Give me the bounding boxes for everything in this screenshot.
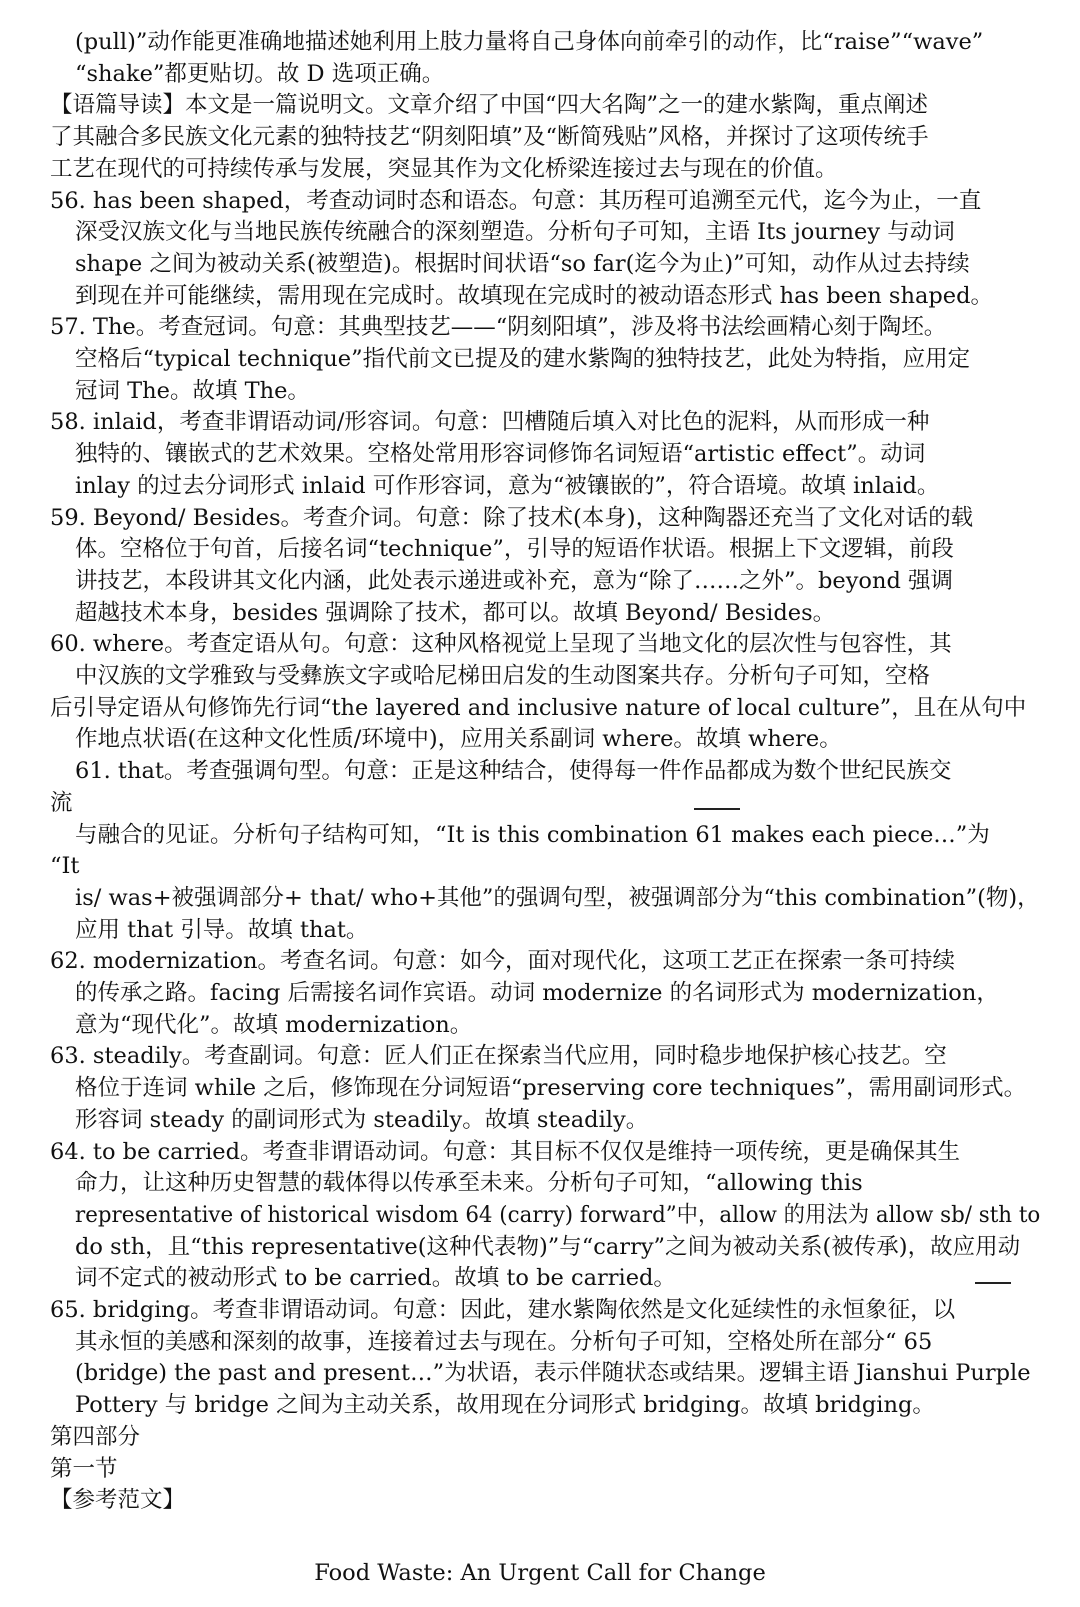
text-line: 56. has been shaped，考查动词时态和语态。句意：其历程可追溯至元代，迄今为止，一直 xyxy=(50,187,982,214)
text-line: 65. bridging。考查非谓语动词。句意：因此，建水紫陶依然是文化延续性的永恒象征，以 xyxy=(50,1297,956,1323)
text-line: 词不定式的被动形式 to be carried。故填 to be carried。 xyxy=(75,1265,676,1292)
text-line: 59. Beyond/ Besides。考查介词。句意：除了技术(本身)，这种陶器还充当了文化对话的载 xyxy=(50,504,974,531)
text-line: shape 之间为被动关系(被塑造)。根据时间状语“so far(迄今为止)”可知，动作从过去持续 xyxy=(75,250,970,277)
text-line: 58. inlaid，考查非谓语动词/形容词。句意：凹槽随后填入对比色的泥料，从而形成一种 xyxy=(50,409,930,436)
text-line: 到现在并可能继续，需用现在完成时。故填现在完成时的被动语态形式 has been shaped。 xyxy=(75,282,994,309)
text-line: “shake”都更贴切。故 D 选项正确。 xyxy=(75,60,445,87)
text-line: 中汉族的文学雅致与受彝族文字或哈尼梯田启发的生动图案共存。分析句子可知，空格 xyxy=(75,663,931,689)
blank-underline-61 xyxy=(694,808,740,810)
text-line: 60. where。考查定语从句。句意：这种风格视觉上呈现了当地文化的层次性与包容性，其 xyxy=(50,631,952,658)
text-line: 流 xyxy=(50,789,73,816)
text-line: 了其融合多民族文化元素的独特技艺“阴刻阳填”及“断简残贴”风格，并探讨了这项传统手 xyxy=(50,124,929,151)
text-line: 【参考范文】 xyxy=(50,1487,186,1514)
text-line: 超越技术本身，besides 强调除了技术，都可以。故填 Beyond/ Besides。 xyxy=(75,599,836,626)
text-line: (pull)”动作能更准确地描述她利用上肢力量将自己身体向前牵引的动作，比“raise”“wave” xyxy=(75,29,984,55)
text-line: is/ was+被强调部分+ that/ who+其他”的强调句型，被强调部分为“this combination”(物)， xyxy=(75,884,1040,911)
text-line: Pottery 与 bridge 之间为主动关系，故用现在分词形式 bridging。故填 bridging。 xyxy=(75,1392,935,1419)
text-line: 57. The。考查冠词。句意：其典型技艺——“阴刻阳填”，涉及将书法绘画精心刻于陶坯。 xyxy=(50,314,947,341)
text-line: 形容词 steady 的副词形式为 steadily。故填 steadily。 xyxy=(75,1106,649,1133)
blank-underline-64 xyxy=(975,1282,1011,1284)
text-line: 其永恒的美感和深刻的故事，连接着过去与现在。分析句子可知，空格处所在部分“ 65 xyxy=(75,1328,933,1355)
text-line: 【语篇导读】本文是一篇说明文。文章介绍了中国“四大名陶”之一的建水紫陶，重点阐述 xyxy=(50,92,929,119)
text-line: 63. steadily。考查副词。句意：匠人们正在探索当代应用，同时稳步地保护核心技艺。空 xyxy=(50,1043,947,1070)
text-line: 第一节 xyxy=(50,1455,118,1482)
essay-title: Food Waste: An Urgent Call for Change xyxy=(314,1560,766,1586)
text-line: 应用 that 引导。故填 that。 xyxy=(75,916,369,943)
text-line: 独特的、镶嵌式的艺术效果。空格处常用形容词修饰名词短语“artistic effect”。动词 xyxy=(75,441,926,468)
text-line: 工艺在现代的可持续传承与发展，突显其作为文化桥梁连接过去与现在的价值。 xyxy=(50,155,838,182)
text-line: representative of historical wisdom 64 (carry) forward”中，allow 的用法为 allow sb/ sth to xyxy=(75,1201,1041,1228)
text-line: inlay 的过去分词形式 inlaid 可作形容词，意为“被镶嵌的”，符合语境。故填 inlaid。 xyxy=(75,472,940,499)
text-line: 体。空格位于句首，后接名词“technique”，引导的短语作状语。根据上下文逻辑，前段 xyxy=(75,536,954,563)
text-line: (bridge) the past and present…”为状语，表示伴随状态或结果。逻辑主语 Jianshui Purple xyxy=(75,1360,1031,1387)
text-line: 讲技艺，本段讲其文化内涵，此处表示递进或补充，意为“除了……之外”。beyond 强调 xyxy=(75,567,954,594)
text-line: 冠词 The。故填 The。 xyxy=(75,377,310,404)
text-line: 空格后“typical technique”指代前文已提及的建水紫陶的独特技艺，此处为特指，应用定 xyxy=(75,346,971,372)
text-line: 64. to be carried。考查非谓语动词。句意：其目标不仅仅是维持一项传统，更是确保其生 xyxy=(50,1138,960,1165)
text-line: 的传承之路。facing 后需接名词作宾语。动词 modernize 的名词形式为 modernization， xyxy=(75,980,999,1006)
text-line: 意为“现代化”。故填 modernization。 xyxy=(75,1011,473,1038)
text-line: “It xyxy=(50,853,80,880)
text-line: 深受汉族文化与当地民族传统融合的深刻塑造。分析句子可知，主语 Its journey 与动词 xyxy=(75,219,955,246)
text-line: 62. modernization。考查名词。句意：如今，面对现代化，这项工艺正在探索一条可持续 xyxy=(50,948,956,975)
text-line: 后引导定语从句修饰先行词“the layered and inclusive nature of local culture”，且在从句中 xyxy=(50,694,1027,721)
text-line: do sth，且“this representative(这种代表物)”与“carry”之间为被动关系(被传承)，故应用动 xyxy=(75,1233,1021,1260)
text-line: 命力，让这种历史智慧的载体得以传承至未来。分析句子可知，“allowing this xyxy=(75,1170,863,1197)
text-line: 作地点状语(在这种文化性质/环境中)，应用关系副词 where。故填 where。 xyxy=(75,726,842,753)
text-line: 第四部分 xyxy=(50,1423,141,1450)
text-line: 格位于连词 while 之后，修饰现在分词短语“preserving core techniques”，需用副词形式。 xyxy=(75,1075,1027,1102)
text-line: 61. that。考查强调句型。句意：正是这种结合，使得每一件作品都成为数个世纪民族交 xyxy=(75,758,952,785)
text-line: 与融合的见证。分析句子结构可知，“It is this combination 61 makes each piece…”为 xyxy=(75,821,990,848)
